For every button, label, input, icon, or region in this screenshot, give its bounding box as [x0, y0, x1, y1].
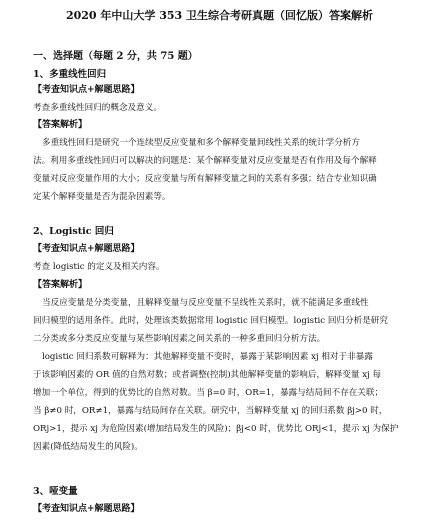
question-2-answer-line: ORj>1，提示 xj 为危险因素(增加结局发生的风险)；βj<0 时，优势比 ORj<1，提示 xj 为保护: [33, 424, 399, 434]
question-2-knowledge-tag: 【考查知识点+解题思路】: [33, 244, 140, 254]
question-2-knowledge-text: 考查 logistic 的定义及相关内容。: [33, 262, 165, 272]
question-3-knowledge-tag: 【考查知识点+解题思路】: [33, 504, 140, 514]
question-2-answer-line: 回归模型的适用条件。此时，处理该类数据常用 logistic 回归模型。logistic 回归分析是研究: [33, 316, 388, 326]
question-2-answer-line: 于该影响因素的 OR 值的自然对数；或者调整(控制)其他解释变量的影响后，解释变量 xj 每: [33, 370, 382, 380]
question-1-answer-line: 多重线性回归是研究一个连续型反应变量和多个解释变量间线性关系的统计学分析方: [42, 138, 360, 148]
question-2-answer-line: 二分类或多分类反应变量与某些影响因素之间关系的一种多重回归分析方法。: [33, 334, 326, 344]
question-2-answer-line: 因素(降低结局发生的风险)。: [33, 442, 143, 452]
question-2-answer-line: 当反应变量是分类变量，且解释变量与反应变量不呈线性关系时，就不能满足多重线性: [42, 298, 369, 308]
question-1-answer-line: 定某个解释变量是否为混杂因素等。: [33, 192, 171, 202]
question-2-answer-tag: 【答案解析】: [33, 280, 88, 290]
question-2-answer-line: logistic 回归系数可解释为：其他解释变量不变时，暴露于某影响因素 xj 相对于非暴露: [42, 352, 373, 362]
question-1-answer-tag: 【答案解析】: [33, 120, 88, 130]
question-3-heading: 3、哑变量: [33, 486, 78, 497]
question-2-answer-line: 当 β≠0 时，OR≠1，暴露与结局间存在关联。研究中，当解释变量 xj 的回归系数 βj>0 时，: [33, 406, 388, 416]
question-2-answer-line: 增加一个单位，得到的优势比的自然对数。当 β=0 时，OR=1，暴露与结局间不存在关联；: [33, 388, 384, 398]
question-2-heading: 2、Logistic 回归: [33, 226, 114, 237]
question-1-heading: 1、多重线性回归: [33, 69, 107, 80]
document-title: 2020 年中山大学 353 卫生综合考研真题（回忆版）答案解析: [65, 9, 374, 22]
question-1-answer-line: 法。利用多重线性回归可以解决的问题是：某个解释变量对反应变量是否有作用及每个解释: [33, 156, 377, 166]
question-1-knowledge-text: 考查多重线性回归的概念及意义。: [33, 103, 162, 113]
question-1-knowledge-tag: 【考查知识点+解题思路】: [33, 85, 140, 95]
section-heading: 一、选择题（每题 2 分，共 75 题）: [33, 51, 198, 62]
question-1-answer-line: 变量对反应变量作用的大小；反应变量与所有解释变量之间的关系有多强；结合专业知识确: [33, 174, 377, 184]
